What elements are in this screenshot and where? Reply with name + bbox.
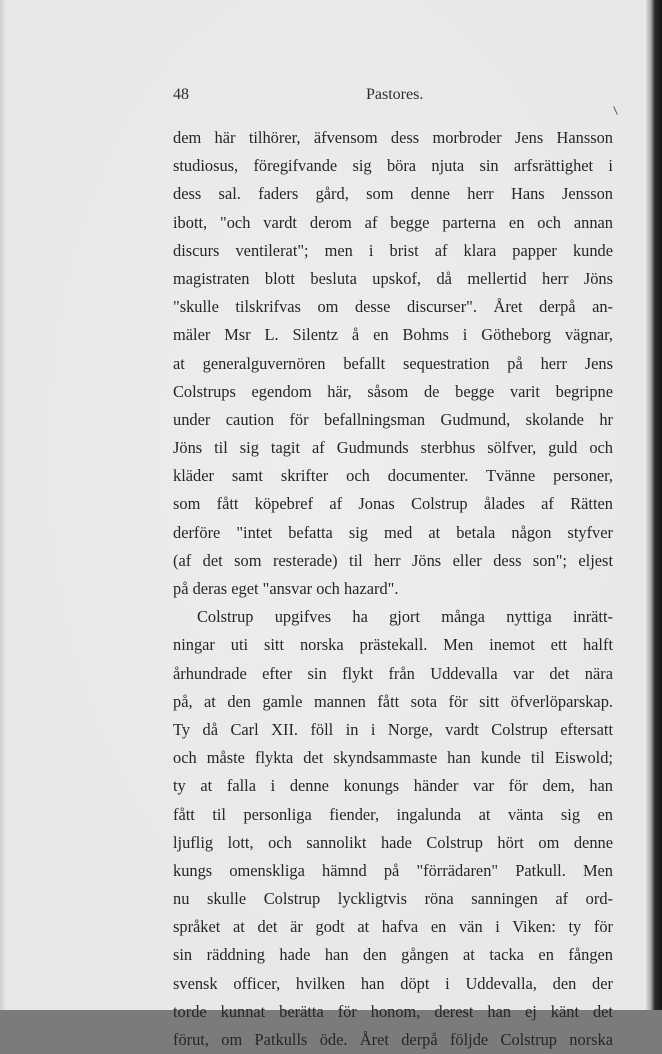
text-line: århundrade efter sin flykt från Uddevalla var det nära	[173, 663, 613, 683]
text-line: svensk officer, hvilken han döpt i Uddevalla, den der	[173, 973, 613, 993]
text-line: dem här tilhörer, äfvensom dess morbroder Jens Hansson	[173, 128, 613, 147]
text-line: derföre "intet befatta sig med at betala någon styfver	[173, 522, 613, 542]
text-line: mäler Msr L. Silentz å en Bohms i Götheborg vägnar,	[173, 325, 613, 345]
stray-mark	[613, 106, 618, 115]
text-line: språket at det är godt at hafva en vän i Viken: ty för	[173, 917, 613, 937]
text-line: förut, om Patkulls öde. Året derpå följde Colstrup norska	[173, 1030, 613, 1049]
page-binding-shadow	[646, 0, 662, 1010]
text-line: Colstrups egendom här, såsom de begge varit begripne	[173, 381, 613, 401]
text-line: Jöns til sig tagit af Gudmunds sterbhus sölfver, guld och	[173, 438, 613, 458]
page-number: 48	[173, 86, 189, 103]
text-line: nu skulle Colstrup lyckligtvis röna sanningen af ord-	[173, 889, 613, 909]
running-head: Pastores.	[366, 86, 424, 103]
text-line: ty at falla i denne konungs händer var för dem, han	[173, 776, 613, 796]
text-line: torde kunnat berätta för honom, derest han ej känt det	[173, 1001, 613, 1021]
text-line: Ty då Carl XII. föll in i Norge, vardt Colstrup eftersatt	[173, 719, 613, 739]
text-line: "skulle tilskrifvas om desse discurser". Året derpå an-	[173, 297, 613, 317]
text-line: Colstrup upgifves ha gjort många nyttiga inrätt-	[197, 607, 613, 627]
text-line: sin räddning hade han den gången at tacka en fången	[173, 945, 613, 965]
text-line: på, at den gamle mannen fått sota för sitt öfverlöparskap.	[173, 691, 613, 711]
body-text	[173, 124, 613, 1054]
text-line: kläder samt skrifter och documenter. Tvänne personer,	[173, 466, 613, 486]
text-line: ibott, "och vardt derom af begge parterna en och annan	[173, 212, 613, 232]
text-line: dess sal. faders gård, som denne herr Hans Jensson	[173, 184, 613, 204]
text-line: som fått köpebref af Jonas Colstrup ålades af Rätten	[173, 494, 613, 514]
page-left-edge	[0, 0, 6, 1010]
text-line: studiosus, föregifvande sig böra njuta sin arfsrättighet i	[173, 156, 613, 176]
text-line: kungs omenskliga hämnd på "förrädaren" Patkull. Men	[173, 860, 613, 880]
text-line: ljuflig lott, och sannolikt hade Colstrup hört om denne	[173, 832, 613, 852]
text-line: magistraten blott besluta upskof, då mellertid herr Jöns	[173, 268, 613, 288]
page-header	[173, 86, 613, 110]
text-line: ningar uti sitt norska prästekall. Men inemot ett halft	[173, 635, 613, 655]
text-line: på deras eget "ansvar och hazard".	[173, 579, 399, 598]
text-line: at generalguvernören befallt sequestration på herr Jens	[173, 353, 613, 373]
text-line: fått til personliga fiender, ingalunda at vänta sig en	[173, 804, 613, 824]
text-line: och måste flykta det skyndsammaste han kunde til Eiswold;	[173, 748, 613, 768]
text-line: under caution för befallningsman Gudmund, skolande hr	[173, 409, 613, 429]
text-line: (af det som resterade) til herr Jöns eller dess son"; eljest	[173, 550, 613, 570]
text-line: discurs ventilerat"; men i brist af klara papper kunde	[173, 240, 613, 260]
